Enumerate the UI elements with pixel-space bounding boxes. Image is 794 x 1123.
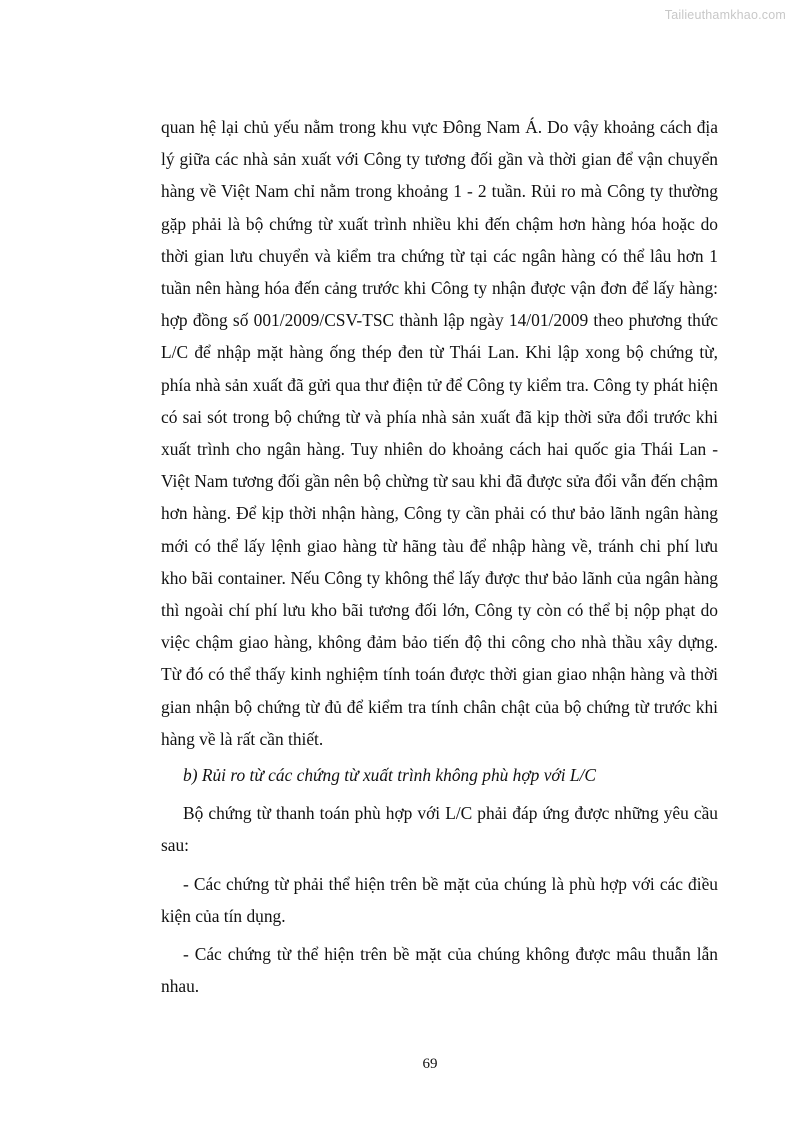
section-heading-b: b) Rủi ro từ các chứng từ xuất trình không phù hợp với L/C [183, 765, 596, 786]
list-item-requirement-1: - Các chứng từ phải thể hiện trên bề mặt của chúng là phù hợp với các điều kiện của tín dụng. [161, 873, 718, 926]
page-body [161, 111, 718, 1002]
page-number: 69 [422, 1056, 438, 1072]
paragraph-requirements-intro: Bộ chứng từ thanh toán phù hợp với L/C phải đáp ứng được những yêu cầu sau: [161, 803, 718, 856]
list-item-requirement-2: - Các chứng từ thể hiện trên bề mặt của chúng không được mâu thuẫn lẫn nhau. [161, 944, 718, 997]
watermark: Tailieuthamkhao.com [664, 8, 786, 22]
paragraph-continuation: quan hệ lại chủ yếu nằm trong khu vực Đông Nam Á. Do vậy khoảng cách địa lý giữa các nhà sản xuất với Công ty tương đối gần và thời gian để vận chuyển hàng về Việt Nam chỉ nằm trong khoảng 1 - 2 tuần. Rủi ro mà Công ty thường gặp phải là bộ chứng từ xuất trình nhiều khi đến chậm hơn hàng hóa hoặc do thời gian lưu chuyển và kiểm tra chứng từ tại các ngân hàng có thể lâu hơn 1 tuần nên hàng hóa đến cảng trước khi Công ty nhận được vận đơn để lấy hàng: hợp đồng số 001/2009/CSV-TSC thành lập ngày 14/01/2009 theo phương thức L/C để nhập mặt hàng ống thép đen từ Thái Lan. Khi lập xong bộ chứng từ, phía nhà sản xuất đã gửi qua thư điện tử để Công ty kiểm tra. Công ty phát hiện có sai sót trong bộ chứng từ và phía nhà sản xuất đã kịp thời sửa đổi trước khi xuất trình cho ngân hàng. Tuy nhiên do khoảng cách hai quốc gia Thái Lan - Việt Nam tương đối gần nên bộ chừng từ sau khi đã được sửa đổi vẫn đến chậm hơn hàng. Để kịp thời nhận hàng, Công ty cần phải có thư bảo lãnh ngân hàng mới có thể lấy lệnh giao hàng từ hãng tàu để nhập hàng về, tránh chi phí lưu kho bãi container. Nếu Công ty không thể lấy được thư bảo lãnh của ngân hàng thì ngoài chí phí lưu kho bãi tương đối lớn, Công ty còn có thể bị nộp phạt do việc chậm giao hàng, không đảm bảo tiến độ thi công cho nhà thầu xây dựng. Từ đó có thể thấy kinh nghiệm tính toán được thời gian giao nhận hàng và thời gian nhận bộ chứng từ đủ để kiểm tra tính chân chật của bộ chứng từ trước khi hàng về là rất cần thiết. [161, 117, 718, 749]
